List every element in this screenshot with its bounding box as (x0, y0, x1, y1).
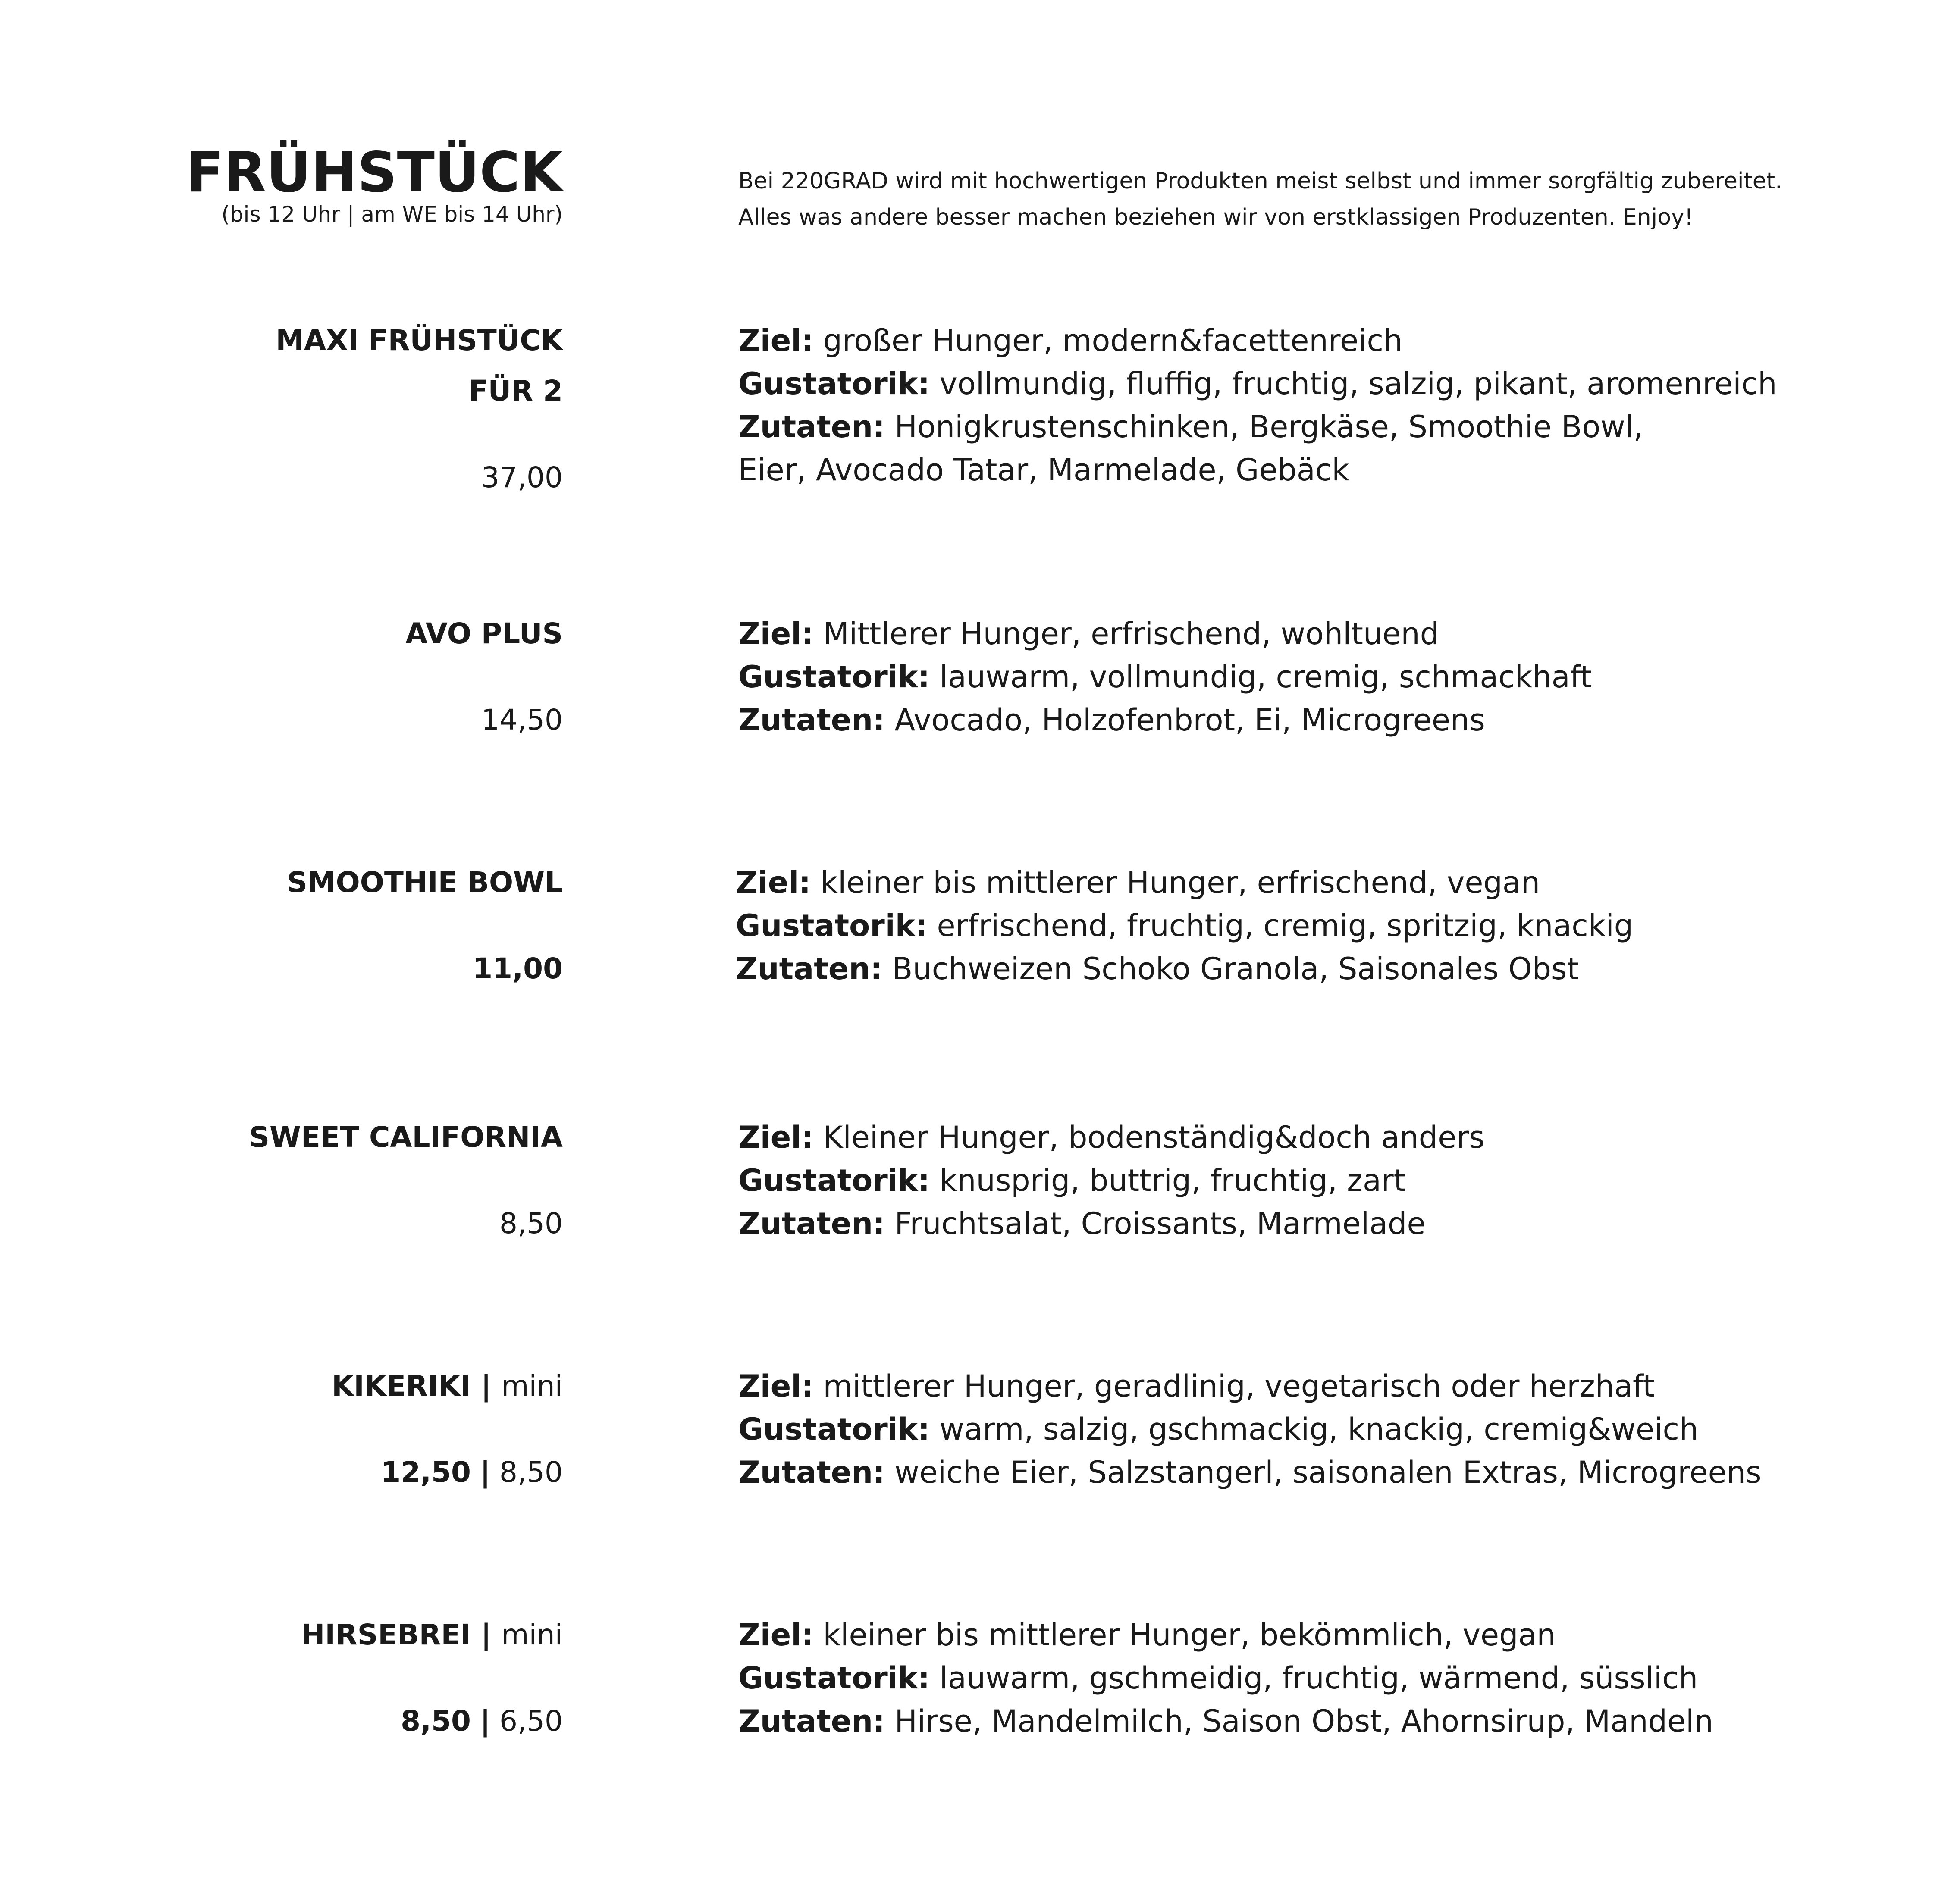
menu-item-variant: mini (501, 1618, 563, 1651)
goal-text: Kleiner Hunger, bodenständig&doch anders (823, 1120, 1485, 1155)
menu-item-price: 8,50 (499, 1207, 563, 1240)
menu-item-name (129, 1613, 563, 1657)
menu-item-name: SMOOTHIE BOWL (287, 866, 563, 899)
menu-item-description (738, 1613, 1903, 1743)
menu-item-name (129, 319, 563, 413)
goal-label: Ziel: (738, 616, 814, 651)
taste-label: Gustatorik: (738, 1412, 930, 1447)
menu-item-description (736, 861, 1900, 990)
ingredients-label: Zutaten: (738, 1206, 885, 1241)
menu-item-price: 37,00 (481, 461, 563, 494)
taste-text: erfrischend, fruchtig, cremig, spritzig, knackig (937, 908, 1634, 943)
goal-line (736, 861, 1900, 904)
goal-label: Ziel: (738, 1617, 814, 1653)
taste-label: Gustatorik: (738, 1660, 930, 1696)
goal-line (738, 1613, 1903, 1657)
ingredients-text: Buchweizen Schoko Granola, Saisonales Obst (892, 951, 1579, 986)
goal-text: kleiner bis mittlerer Hunger, bekömmlich, vegan (823, 1617, 1556, 1653)
menu-item-name: AVO PLUS (405, 617, 563, 650)
menu-item-name (129, 1365, 563, 1408)
menu-item-variant: mini (501, 1369, 563, 1403)
ingredients-line (738, 1202, 1903, 1245)
taste-text: vollmundig, fluffig, fruchtig, salzig, pikant, aromenreich (939, 366, 1777, 401)
page-title: FRÜHSTÜCK (186, 141, 563, 205)
ingredients-line (738, 405, 1903, 448)
separator: | (481, 1369, 492, 1403)
goal-label: Ziel: (738, 1120, 814, 1155)
goal-line (738, 612, 1903, 655)
menu-item-description (738, 1365, 1903, 1494)
intro-text (738, 163, 1903, 235)
ingredients-label: Zutaten: (738, 702, 885, 738)
ingredients-line (738, 1451, 1903, 1494)
menu-item-price (129, 1451, 563, 1494)
menu-item-name-line: MAXI FRÜHSTÜCK (276, 324, 563, 357)
menu-item-description (738, 1116, 1903, 1245)
goal-text: kleiner bis mittlerer Hunger, erfrischend, vegan (820, 865, 1540, 900)
menu-item-name-main: HIRSEBREI (301, 1618, 471, 1651)
price-mini: 8,50 (499, 1456, 563, 1489)
separator: | (480, 1704, 491, 1738)
taste-line (736, 904, 1900, 947)
ingredients-continued: Eier, Avocado Tatar, Marmelade, Gebäck (738, 452, 1349, 488)
ingredients-text: Fruchtsalat, Croissants, Marmelade (894, 1206, 1426, 1241)
taste-text: warm, salzig, gschmackig, knackig, cremig&weich (939, 1412, 1699, 1447)
goal-line (738, 1116, 1903, 1159)
taste-line (738, 655, 1903, 698)
separator: | (480, 1456, 491, 1489)
ingredients-label: Zutaten: (738, 1455, 885, 1490)
ingredients-line (738, 698, 1903, 742)
price-mini: 6,50 (499, 1704, 563, 1738)
taste-label: Gustatorik: (738, 659, 930, 695)
ingredients-text: Honigkrustenschinken, Bergkäse, Smoothie Bowl, (894, 409, 1643, 445)
ingredients-label: Zutaten: (738, 1704, 885, 1739)
taste-line (738, 1657, 1903, 1700)
ingredients-line (736, 947, 1900, 990)
menu-item-name: SWEET CALIFORNIA (249, 1121, 563, 1154)
separator: | (481, 1618, 492, 1651)
taste-text: knusprig, buttrig, fruchtig, zart (939, 1163, 1406, 1198)
price-regular: 12,50 (381, 1456, 471, 1489)
goal-line (738, 1365, 1903, 1408)
menu-item-description (738, 319, 1903, 492)
taste-text: lauwarm, vollmundig, cremig, schmackhaft (939, 659, 1592, 695)
ingredients-text: Avocado, Holzofenbrot, Ei, Microgreens (894, 702, 1485, 738)
menu-item-price (129, 1700, 563, 1743)
intro-line: Bei 220GRAD wird mit hochwertigen Produkten meist selbst und immer sorgfältig zubereitet. (738, 168, 1782, 194)
intro-line: Alles was andere besser machen beziehen wir von erstklassigen Produzenten. Enjoy! (738, 204, 1694, 230)
goal-label: Ziel: (736, 865, 811, 900)
price-regular: 8,50 (401, 1704, 471, 1738)
goal-text: Mittlerer Hunger, erfrischend, wohltuend (823, 616, 1439, 651)
ingredients-label: Zutaten: (736, 951, 883, 986)
taste-line (738, 1408, 1903, 1451)
taste-line (738, 1159, 1903, 1202)
ingredients-text: Hirse, Mandelmilch, Saison Obst, Ahornsirup, Mandeln (894, 1704, 1713, 1739)
goal-label: Ziel: (738, 323, 814, 358)
menu-item-price: 11,00 (473, 952, 563, 985)
ingredients-line (738, 1700, 1903, 1743)
goal-text: mittlerer Hunger, geradlinig, vegetarisch oder herzhaft (823, 1368, 1655, 1404)
goal-line (738, 319, 1903, 362)
menu-item-description (738, 612, 1903, 742)
menu-item-name-main: KIKERIKI (332, 1369, 471, 1403)
taste-text: lauwarm, gschmeidig, fruchtig, wärmend, süsslich (939, 1660, 1698, 1696)
menu-item-price: 14,50 (481, 703, 563, 736)
page-subtitle: (bis 12 Uhr | am WE bis 14 Uhr) (221, 202, 563, 227)
ingredients-label: Zutaten: (738, 409, 885, 445)
ingredients-text: weiche Eier, Salzstangerl, saisonalen Extras, Microgreens (894, 1455, 1762, 1490)
taste-line (738, 362, 1903, 405)
taste-label: Gustatorik: (736, 908, 928, 943)
taste-label: Gustatorik: (738, 366, 930, 401)
goal-text: großer Hunger, modern&facettenreich (823, 323, 1403, 358)
taste-label: Gustatorik: (738, 1163, 930, 1198)
menu-item-name-line: FÜR 2 (468, 374, 563, 407)
goal-label: Ziel: (738, 1368, 814, 1404)
